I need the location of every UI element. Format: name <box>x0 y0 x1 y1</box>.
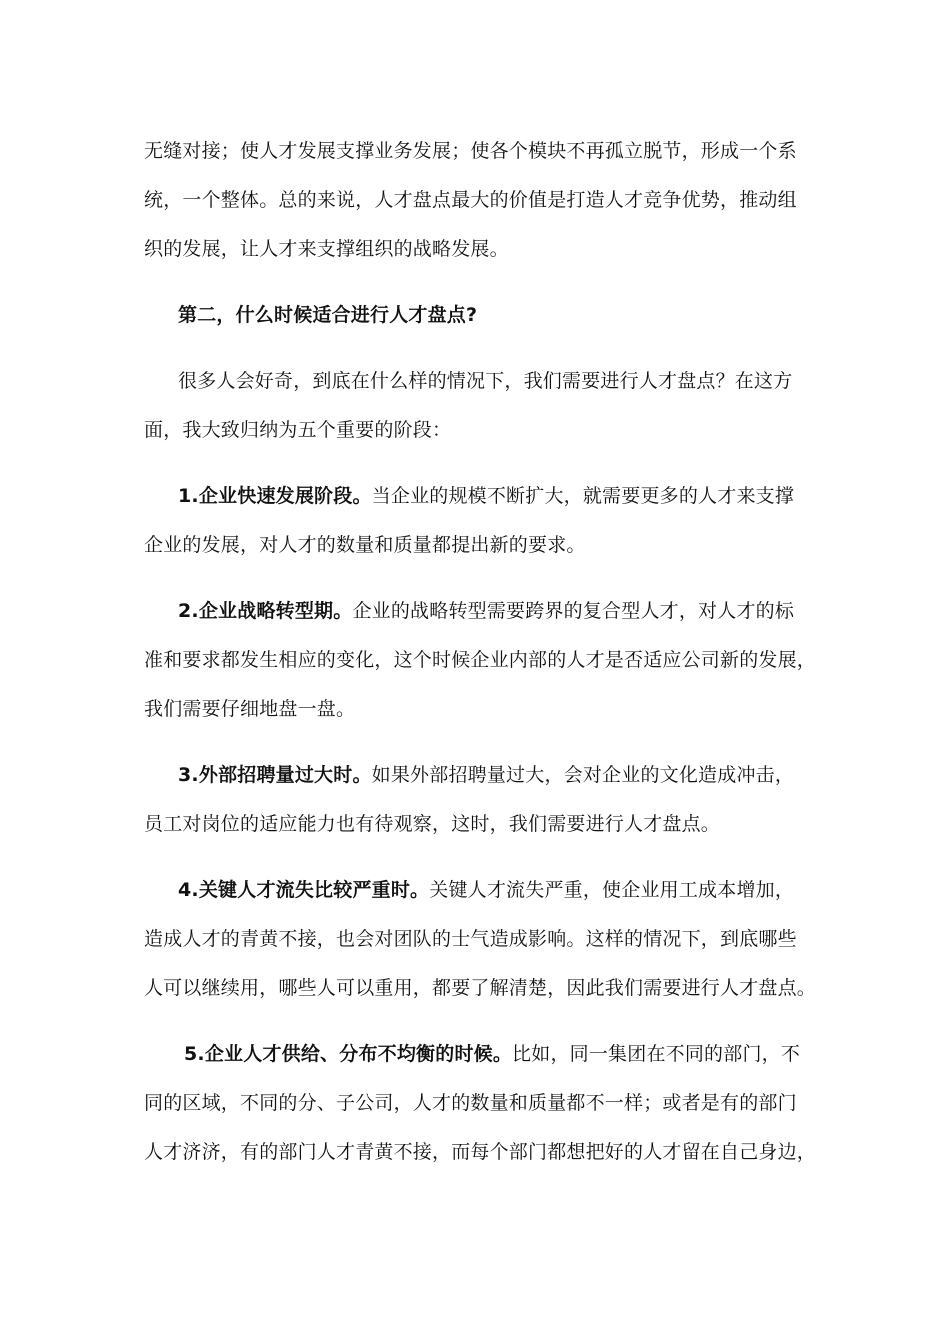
paragraph-line: 织的发展，让人才来支撑组织的战略发展。 <box>144 238 509 260</box>
list-item-5-first-line <box>184 1041 800 1067</box>
list-item-title: 4.关键人才流失比较严重时。 <box>178 879 430 901</box>
section-heading: 第二，什么时候适合进行人才盘点? <box>178 304 478 326</box>
list-item-text: 如果外部招聘量过大，会对企业的文化造成冲击， <box>371 764 795 786</box>
paragraph-line: 我们需要仔细地盘一盘。 <box>144 698 356 720</box>
list-item-text: 企业的战略转型需要跨界的复合型人才，对人才的标 <box>352 600 795 622</box>
list-item-2-first-line <box>178 598 794 624</box>
paragraph-line: 准和要求都发生相应的变化，这个时候企业内部的人才是否适应公司新的发展， <box>144 649 817 671</box>
paragraph-line: 人才济济，有的部门人才青黄不接，而每个部门都想把好的人才留在自己身边， <box>144 1141 817 1163</box>
paragraph-line: 造成人才的青黄不接，也会对团队的士气造成影响。这样的情况下，到底哪些 <box>144 928 797 950</box>
paragraph-line: 员工对岗位的适应能力也有待观察，这时，我们需要进行人才盘点。 <box>144 813 721 835</box>
list-item-title: 1.企业快速发展阶段。 <box>178 485 372 507</box>
paragraph-line: 统，一个整体。总的来说，人才盘点最大的价值是打造人才竞争优势，推动组 <box>144 189 797 211</box>
list-item-1-first-line <box>178 483 794 509</box>
list-item-title: 2.企业战略转型期。 <box>178 600 353 622</box>
list-item-3-first-line <box>178 762 794 788</box>
paragraph-line: 很多人会好奇，到底在什么样的情况下，我们需要进行人才盘点？在这方 <box>178 370 793 392</box>
list-item-title: 3.外部招聘量过大时。 <box>178 764 372 786</box>
list-item-4-first-line <box>178 877 794 903</box>
list-item-text: 当企业的规模不断扩大，就需要更多的人才来支撑 <box>371 485 795 507</box>
paragraph-line: 同的区域，不同的分、子公司，人才的数量和质量都不一样；或者是有的部门 <box>144 1092 797 1114</box>
paragraph-line: 面，我大致归纳为五个重要的阶段： <box>144 419 452 441</box>
list-item-title: 5.企业人才供给、分布不均衡的时候。 <box>184 1043 513 1065</box>
paragraph-line: 人可以继续用，哪些人可以重用，都要了解清楚，因此我们需要进行人才盘点。 <box>144 977 817 999</box>
list-item-text: 关键人才流失严重，使企业用工成本增加， <box>429 879 795 901</box>
paragraph-line: 企业的发展，对人才的数量和质量都提出新的要求。 <box>144 534 586 556</box>
paragraph-line: 无缝对接；使人才发展支撑业务发展；使各个模块不再孤立脱节，形成一个系 <box>144 140 797 162</box>
list-item-text: 比如，同一集团在不同的部门，不 <box>512 1043 801 1065</box>
